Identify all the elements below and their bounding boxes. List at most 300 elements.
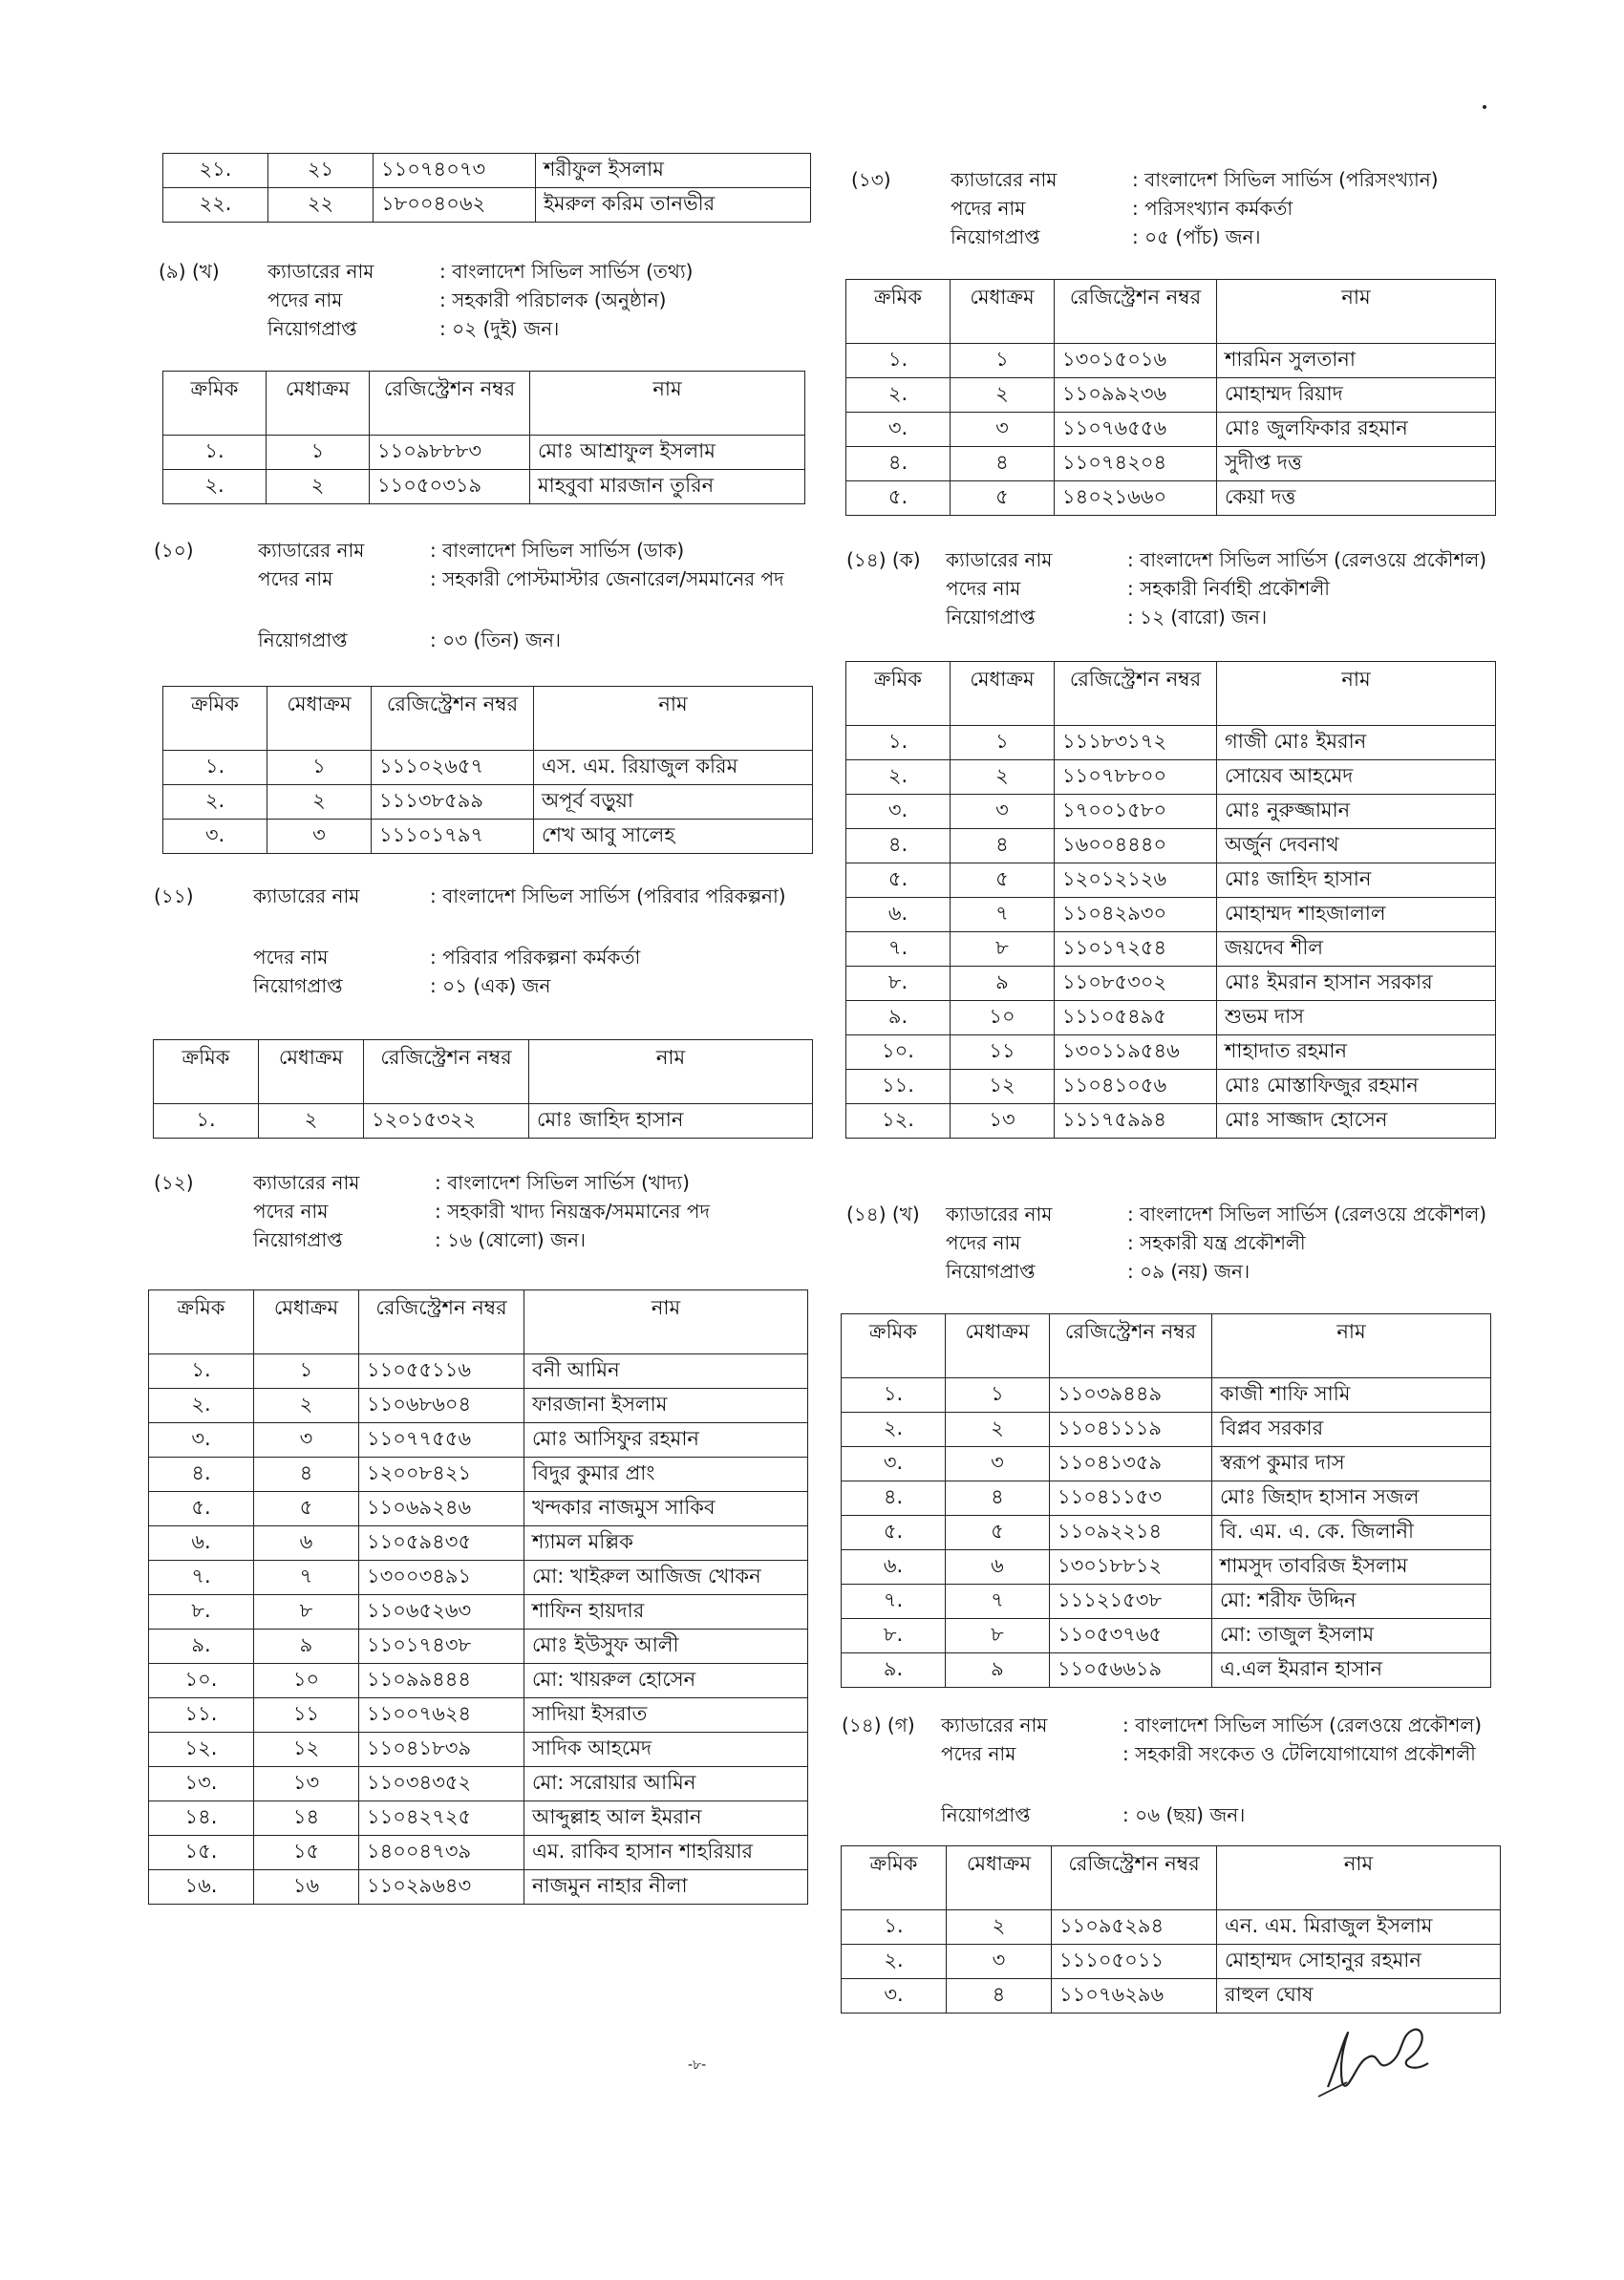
cell-reg: ১১০৪১১১৯ <box>1050 1413 1212 1447</box>
cell-name: ফারজানা ইসলাম <box>524 1389 808 1423</box>
cell-serial: ১. <box>149 1354 254 1389</box>
cell-merit: ১ <box>267 436 370 470</box>
cell-name: অর্জুন দেবনাথ <box>1217 829 1496 863</box>
cell-merit: ৪ <box>951 447 1055 481</box>
cell-name: শাহাদাত রহমান <box>1217 1035 1496 1070</box>
section-header-s14ka <box>846 544 1500 669</box>
table-row <box>842 1550 1491 1585</box>
cell-name: মোঃ আশ্রাফুল ইসলাম <box>530 436 805 470</box>
cell-reg: ১১১৮৩১৭২ <box>1055 726 1217 760</box>
col-serial-header: ক্রমিক <box>846 280 951 344</box>
cell-merit: ৭ <box>951 898 1055 932</box>
cell-name: সাদিক আহমেদ <box>524 1733 808 1767</box>
col-serial-header: ক্রমিক <box>842 1314 946 1378</box>
cell-reg: ১১০৫৩৭৬৫ <box>1050 1619 1212 1653</box>
post-label: পদের নাম <box>946 1231 1021 1254</box>
cell-name: শরীফুল ইসলাম <box>536 154 811 188</box>
cell-merit: ৬ <box>254 1526 359 1561</box>
cell-serial: ৬. <box>842 1550 946 1585</box>
section-header-s13 <box>851 164 1505 288</box>
cell-reg: ১১০৯৫২৯৪ <box>1052 1910 1217 1945</box>
cell-name: কেয়া দত্ত <box>1217 481 1496 516</box>
cell-name: শাফিন হায়দার <box>524 1595 808 1630</box>
cell-merit: ২ <box>267 785 372 820</box>
cell-reg: ১১০৪১৩৫৯ <box>1050 1447 1212 1481</box>
cell-merit: ২ <box>267 470 370 504</box>
cell-name: মোঃ ইমরান হাসান সরকার <box>1217 967 1496 1001</box>
table-row <box>149 1354 808 1389</box>
section-number: (১০) <box>154 539 194 562</box>
table-row <box>846 413 1496 447</box>
table-row <box>846 967 1496 1001</box>
post-value: : সহকারী খাদ্য নিয়ন্ত্রক/সমমানের পদ <box>435 1200 710 1223</box>
cadre-value: : বাংলাদেশ সিভিল সার্ভিস (ডাক) <box>430 539 685 562</box>
col-serial-header: ক্রমিক <box>842 1846 947 1910</box>
section-header-s9kha <box>159 256 804 380</box>
post-value: : সহকারী যন্ত্র প্রকৌশলী <box>1127 1231 1306 1254</box>
cell-merit: ১৬ <box>254 1870 359 1905</box>
post-value: : পরিসংখ্যান কর্মকর্তা <box>1132 197 1293 220</box>
cadre-value: : বাংলাদেশ সিভিল সার্ভিস (রেলওয়ে প্রকৌশল) <box>1127 1203 1487 1225</box>
cell-serial: ২. <box>163 785 267 820</box>
cell-serial: ৫. <box>149 1492 254 1526</box>
roster-table-s14ga <box>841 1845 1501 2014</box>
section-header-s10 <box>154 535 807 659</box>
cadre-value: : বাংলাদেশ সিভিল সার্ভিস (পরিবার পরিকল্পনা) <box>430 884 786 907</box>
cell-serial: ১৩. <box>149 1767 254 1801</box>
cell-serial: ১. <box>846 344 951 378</box>
cell-merit: ১ <box>267 751 372 785</box>
cell-name: অপূর্ব বড়ুয়া <box>534 785 813 820</box>
table-row <box>163 154 811 188</box>
cell-name: মোহাম্মদ রিয়াদ <box>1217 378 1496 413</box>
cell-serial: ১. <box>163 436 267 470</box>
table-row <box>149 1458 808 1492</box>
continuation-table <box>162 153 811 223</box>
col-name-header: নাম <box>1217 280 1496 344</box>
table-row <box>163 470 805 504</box>
cell-merit: ৩ <box>947 1945 1052 1979</box>
cell-serial: ১২. <box>149 1733 254 1767</box>
table-row <box>149 1561 808 1595</box>
cell-serial: ১৫. <box>149 1836 254 1870</box>
col-serial-header: ক্রমিক <box>154 1040 259 1104</box>
post-label: পদের নাম <box>951 197 1026 220</box>
cadre-label: ক্যাডারের নাম <box>951 168 1058 191</box>
cell-merit: ৫ <box>254 1492 359 1526</box>
cell-serial: ৮. <box>846 967 951 1001</box>
cell-merit: ১৩ <box>951 1104 1055 1139</box>
table-row <box>846 1070 1496 1104</box>
signature-mark <box>1309 2006 1442 2101</box>
col-name-header: নাম <box>1212 1314 1491 1378</box>
post-label: পদের নাম <box>253 946 329 969</box>
cell-serial: ১০. <box>846 1035 951 1070</box>
table-row <box>842 1413 1491 1447</box>
table-row <box>842 1447 1491 1481</box>
table-row <box>842 1481 1491 1516</box>
cell-serial: ৯. <box>842 1653 946 1688</box>
cadre-value: : বাংলাদেশ সিভিল সার্ভিস (পরিসংখ্যান) <box>1132 168 1439 191</box>
cell-serial: ২. <box>846 378 951 413</box>
cadre-label: ক্যাডারের নাম <box>267 260 374 283</box>
post-value: : সহকারী পোস্টমাস্টার জেনারেল/সমমানের পদ <box>430 567 784 590</box>
section-number: (১৪) (খ) <box>846 1203 920 1225</box>
cell-merit: ৩ <box>946 1447 1050 1481</box>
cell-reg: ১৬০০৪৪৪০ <box>1055 829 1217 863</box>
cell-merit: ৫ <box>951 481 1055 516</box>
cell-merit: ১ <box>951 344 1055 378</box>
table-row <box>846 344 1496 378</box>
cell-name: স্বরূপ কুমার দাস <box>1212 1447 1491 1481</box>
col-merit-header: মেধাক্রম <box>254 1290 359 1354</box>
appointed-value: : ০৫ (পাঁচ) জন। <box>1132 225 1261 248</box>
table-header-row <box>842 1314 1491 1378</box>
cell-name: এ.এল ইমরান হাসান <box>1212 1653 1491 1688</box>
cell-reg: ১৪০০৪৭৩৯ <box>359 1836 524 1870</box>
cell-reg: ১১০৫৬৬১৯ <box>1050 1653 1212 1688</box>
table-row <box>842 1910 1501 1945</box>
cell-name: মোঃ ইউসুফ আলী <box>524 1630 808 1664</box>
table-row <box>846 726 1496 760</box>
table-row <box>149 1595 808 1630</box>
cell-name: নাজমুন নাহার নীলা <box>524 1870 808 1905</box>
cell-name: মোঃ জাহিদ হাসান <box>1217 863 1496 898</box>
cell-reg: ১১১৩৮৫৯৯ <box>372 785 534 820</box>
cell-reg: ১১০৬৫২৬৩ <box>359 1595 524 1630</box>
table-row <box>846 481 1496 516</box>
cell-reg: ১১০৭৬৫৫৬ <box>1055 413 1217 447</box>
cell-serial: ৩. <box>163 820 267 854</box>
cell-merit: ১০ <box>254 1664 359 1698</box>
col-serial-header: ক্রমিক <box>163 372 267 436</box>
cell-name: আব্দুল্লাহ আল ইমরান <box>524 1801 808 1836</box>
cell-serial: ৮. <box>842 1619 946 1653</box>
appointed-label: নিয়োগপ্রাপ্ত <box>267 317 357 340</box>
table-row <box>846 1104 1496 1139</box>
cell-merit: ৭ <box>946 1585 1050 1619</box>
cell-name: বিদুর কুমার প্রাং <box>524 1458 808 1492</box>
cell-reg: ১৪০২১৬৬০ <box>1055 481 1217 516</box>
cell-merit: ৪ <box>947 1979 1052 2014</box>
cell-reg: ১২০১৫৩২২ <box>364 1104 529 1139</box>
cell-name: খন্দকার নাজমুস সাকিব <box>524 1492 808 1526</box>
cell-serial: ১৪. <box>149 1801 254 1836</box>
cell-reg: ১১০১৭৪৩৮ <box>359 1630 524 1664</box>
section-header-s11 <box>154 881 817 1005</box>
cell-serial: ৪. <box>846 829 951 863</box>
cell-reg: ১১০৯৯২৩৬ <box>1055 378 1217 413</box>
table-header-row <box>163 372 805 436</box>
table-row <box>846 760 1496 795</box>
col-merit-header: মেধাক্রম <box>947 1846 1052 1910</box>
cell-merit: ৩ <box>267 820 372 854</box>
cell-merit: ১১ <box>951 1035 1055 1070</box>
cell-name: মোঃ সাজ্জাদ হোসেন <box>1217 1104 1496 1139</box>
cell-serial: ৭. <box>149 1561 254 1595</box>
cell-merit: ১১ <box>254 1698 359 1733</box>
appointed-value: : ১৬ (ষোলো) জন। <box>435 1228 587 1251</box>
cell-name: মোঃ জিহাদ হাসান সজল <box>1212 1481 1491 1516</box>
col-serial-header: ক্রমিক <box>846 662 951 726</box>
cell-name: শ্যামল মল্লিক <box>524 1526 808 1561</box>
cell-merit: ৯ <box>946 1653 1050 1688</box>
cell-reg: ১১০১৭২৫৪ <box>1055 932 1217 967</box>
cell-serial: ৯. <box>846 1001 951 1035</box>
roster-table-s14ka <box>845 661 1496 1139</box>
col-reg-header: রেজিস্ট্রেশন নম্বর <box>372 687 534 751</box>
cell-reg: ১৮০০৪০৬২ <box>374 188 536 223</box>
col-name-header: নাম <box>534 687 813 751</box>
appointed-value: : ০৬ (ছয়) জন। <box>1122 1803 1246 1826</box>
cell-serial: ৫. <box>846 481 951 516</box>
cell-merit: ২ <box>946 1413 1050 1447</box>
cell-reg: ১১০৭৮৮০০ <box>1055 760 1217 795</box>
cell-name: সুদীপ্ত দত্ত <box>1217 447 1496 481</box>
cell-serial: ২. <box>149 1389 254 1423</box>
cell-name: শারমিন সুলতানা <box>1217 344 1496 378</box>
cell-name: মো: খায়রুল হোসেন <box>524 1664 808 1698</box>
table-row <box>842 1945 1501 1979</box>
cadre-value: : বাংলাদেশ সিভিল সার্ভিস (খাদ্য) <box>435 1171 690 1194</box>
col-merit-header: মেধাক্রম <box>267 687 372 751</box>
cell-name: বনী আমিন <box>524 1354 808 1389</box>
cell-name: বিপ্লব সরকার <box>1212 1413 1491 1447</box>
cell-name: মোঃ নুরুজ্জামান <box>1217 795 1496 829</box>
cell-name: সাদিয়া ইসরাত <box>524 1698 808 1733</box>
appointed-label: নিয়োগপ্রাপ্ত <box>253 1228 343 1251</box>
cell-reg: ১৩০০৩৪৯১ <box>359 1561 524 1595</box>
cell-merit: ৫ <box>946 1516 1050 1550</box>
cell-merit: ২ <box>951 760 1055 795</box>
cell-name: এস. এম. রিয়াজুল করিম <box>534 751 813 785</box>
table-row <box>149 1492 808 1526</box>
cell-reg: ১১০৩৪৩৫২ <box>359 1767 524 1801</box>
cell-name: মোহাম্মদ শাহজালাল <box>1217 898 1496 932</box>
cadre-value: : বাংলাদেশ সিভিল সার্ভিস (রেলওয়ে প্রকৌশল) <box>1127 548 1487 571</box>
roster-table-s13 <box>845 279 1496 516</box>
cell-name: এম. রাকিব হাসান শাহরিয়ার <box>524 1836 808 1870</box>
cell-name: শুভম দাস <box>1217 1001 1496 1035</box>
cell-serial: ৩. <box>842 1979 947 2014</box>
cell-reg: ১১০৭৭৫৫৬ <box>359 1423 524 1458</box>
cell-serial: ৪. <box>846 447 951 481</box>
cell-merit: ২ <box>254 1389 359 1423</box>
cell-reg: ১১০৪১০৫৬ <box>1055 1070 1217 1104</box>
table-row <box>846 1035 1496 1070</box>
cell-name: মো: সরোয়ার আমিন <box>524 1767 808 1801</box>
cell-merit: ৮ <box>951 932 1055 967</box>
cell-serial: ১২. <box>846 1104 951 1139</box>
table-row <box>149 1664 808 1698</box>
cell-serial: ৪. <box>149 1458 254 1492</box>
col-serial-header: ক্রমিক <box>149 1290 254 1354</box>
cell-merit: ৭ <box>254 1561 359 1595</box>
cell-reg: ১১১০১৭৯৭ <box>372 820 534 854</box>
table-row <box>846 795 1496 829</box>
cell-reg: ১১১২১৫৩৮ <box>1050 1585 1212 1619</box>
cell-name: মোঃ জুলফিকার রহমান <box>1217 413 1496 447</box>
roster-table-s9kha <box>162 371 805 504</box>
col-serial-header: ক্রমিক <box>163 687 267 751</box>
cell-reg: ১১০৩৯৪৪৯ <box>1050 1378 1212 1413</box>
appointed-value: : ০৯ (নয়) জন। <box>1127 1260 1250 1283</box>
table-row <box>842 1585 1491 1619</box>
section-number: (১১) <box>154 884 194 907</box>
table-row <box>163 785 813 820</box>
cell-name: মোহাম্মদ সোহানুর রহমান <box>1217 1945 1501 1979</box>
cell-merit: ১ <box>951 726 1055 760</box>
cell-merit: ১০ <box>951 1001 1055 1035</box>
appointed-value: : ০২ (দুই) জন। <box>439 317 560 340</box>
cell-reg: ১১০৬৯২৪৬ <box>359 1492 524 1526</box>
table-row <box>846 829 1496 863</box>
page-number: -৮- <box>688 2057 707 2073</box>
cell-merit: ১৫ <box>254 1836 359 1870</box>
cell-name: এন. এম. মিরাজুল ইসলাম <box>1217 1910 1501 1945</box>
cell-reg: ১১০৮৫৩০২ <box>1055 967 1217 1001</box>
cell-serial: ১১. <box>846 1070 951 1104</box>
cell-reg: ১১০৪১১৫৩ <box>1050 1481 1212 1516</box>
cell-serial: ২২. <box>163 188 268 223</box>
cell-serial: ৯. <box>149 1630 254 1664</box>
table-header-row <box>846 280 1496 344</box>
table-row <box>842 1378 1491 1413</box>
appointed-value: : ১২ (বারো) জন। <box>1127 606 1268 629</box>
cell-serial: ২. <box>163 470 267 504</box>
post-label: পদের নাম <box>253 1200 329 1223</box>
cell-serial: ১. <box>842 1378 946 1413</box>
cell-serial: ৬. <box>149 1526 254 1561</box>
cell-serial: ৮. <box>149 1595 254 1630</box>
cell-merit: ১৪ <box>254 1801 359 1836</box>
cell-reg: ১১০৫৫১১৬ <box>359 1354 524 1389</box>
cell-serial: ৪. <box>842 1481 946 1516</box>
cell-serial: ৭. <box>842 1585 946 1619</box>
cell-serial: ১. <box>163 751 267 785</box>
roster-table-s14kha <box>841 1313 1491 1688</box>
table-row <box>149 1870 808 1905</box>
cell-reg: ১১০৪২৭২৫ <box>359 1801 524 1836</box>
cell-reg: ১১০৯২২১৪ <box>1050 1516 1212 1550</box>
section-header-s14kha <box>846 1199 1500 1323</box>
table-row <box>163 820 813 854</box>
cell-merit: ২ <box>947 1910 1052 1945</box>
col-merit-header: মেধাক্রম <box>259 1040 364 1104</box>
cell-reg: ১১০৫৯৪৩৫ <box>359 1526 524 1561</box>
cell-merit: ৩ <box>951 413 1055 447</box>
cell-serial: ৭. <box>846 932 951 967</box>
post-label: পদের নাম <box>258 567 333 590</box>
cell-merit: ১২ <box>951 1070 1055 1104</box>
cell-name: মো: তাজুল ইসলাম <box>1212 1619 1491 1653</box>
appointed-label: নিয়োগপ্রাপ্ত <box>941 1803 1031 1826</box>
table-row <box>149 1767 808 1801</box>
post-value: : সহকারী পরিচালক (অনুষ্ঠান) <box>439 288 667 311</box>
table-row <box>842 1619 1491 1653</box>
cadre-label: ক্যাডারের নাম <box>258 539 365 562</box>
appointed-label: নিয়োগপ্রাপ্ত <box>258 629 348 651</box>
cell-reg: ১২০০৮৪২১ <box>359 1458 524 1492</box>
appointed-label: নিয়োগপ্রাপ্ত <box>946 606 1036 629</box>
cell-merit: ১২ <box>254 1733 359 1767</box>
cell-serial: ৩. <box>842 1447 946 1481</box>
cell-name: মো: খাইরুল আজিজ খোকন <box>524 1561 808 1595</box>
cell-reg: ১১১০৫৪৯৫ <box>1055 1001 1217 1035</box>
appointed-value: : ০১ (এক) জন <box>430 974 551 997</box>
col-name-header: নাম <box>1217 662 1496 726</box>
section-number: (১৪) (গ) <box>842 1714 915 1737</box>
cell-name: রাহুল ঘোষ <box>1217 1979 1501 2014</box>
section-header-s14ga <box>842 1710 1505 1834</box>
cell-reg: ১১০৯৯৪৪৪ <box>359 1664 524 1698</box>
table-row <box>846 447 1496 481</box>
cell-reg: ১১১০২৬৫৭ <box>372 751 534 785</box>
post-value: : পরিবার পরিকল্পনা কর্মকর্তা <box>430 946 641 969</box>
cadre-label: ক্যাডারের নাম <box>946 1203 1053 1225</box>
cell-merit: ৮ <box>946 1619 1050 1653</box>
section-header-s12 <box>154 1167 817 1291</box>
appointed-value: : ০৩ (তিন) জন। <box>430 629 562 651</box>
table-row <box>149 1389 808 1423</box>
cadre-label: ক্যাডারের নাম <box>253 884 360 907</box>
appointed-label: নিয়োগপ্রাপ্ত <box>253 974 343 997</box>
cell-serial: ২. <box>842 1945 947 1979</box>
cell-merit: ৪ <box>946 1481 1050 1516</box>
cell-name: মোঃ জাহিদ হাসান <box>529 1104 813 1139</box>
cell-reg: ১৩০১১৯৫৪৬ <box>1055 1035 1217 1070</box>
col-merit-header: মেধাক্রম <box>951 280 1055 344</box>
col-reg-header: রেজিস্ট্রেশন নম্বর <box>359 1290 524 1354</box>
cell-merit: ১ <box>254 1354 359 1389</box>
cell-serial: ৫. <box>846 863 951 898</box>
cell-merit: ৯ <box>254 1630 359 1664</box>
post-value: : সহকারী সংকেত ও টেলিযোগাযোগ প্রকৌশলী <box>1122 1742 1476 1765</box>
cell-serial: ২. <box>846 760 951 795</box>
section-number: (১৩) <box>851 168 891 191</box>
cell-name: জয়দেব শীল <box>1217 932 1496 967</box>
col-merit-header: মেধাক্রম <box>951 662 1055 726</box>
section-number: (১৪) (ক) <box>846 548 921 571</box>
cell-serial: ২. <box>842 1413 946 1447</box>
roster-table-s12 <box>148 1289 808 1905</box>
col-reg-header: রেজিস্ট্রেশন নম্বর <box>1052 1846 1217 1910</box>
cell-serial: ১. <box>842 1910 947 1945</box>
cell-serial: ১১. <box>149 1698 254 1733</box>
cell-serial: ১৬. <box>149 1870 254 1905</box>
cell-reg: ১১১৭৫৯৯৪ <box>1055 1104 1217 1139</box>
cell-reg: ১১০৭৬২৯৬ <box>1052 1979 1217 2014</box>
col-name-header: নাম <box>1217 1846 1501 1910</box>
cell-reg: ১১০২৯৬৪৩ <box>359 1870 524 1905</box>
table-header-row <box>846 662 1496 726</box>
cell-merit: ৫ <box>951 863 1055 898</box>
cell-reg: ১২০১২১২৬ <box>1055 863 1217 898</box>
cell-merit: ২ <box>259 1104 364 1139</box>
section-number: (১২) <box>154 1171 194 1194</box>
table-row <box>149 1526 808 1561</box>
table-row <box>149 1801 808 1836</box>
section-number: (৯) (খ) <box>159 260 220 283</box>
cell-merit: ২ <box>951 378 1055 413</box>
cell-reg: ১৩০১৫০১৬ <box>1055 344 1217 378</box>
table-header-row <box>154 1040 813 1104</box>
cell-reg: ১১০৪১৮৩৯ <box>359 1733 524 1767</box>
table-row <box>149 1423 808 1458</box>
table-row <box>846 863 1496 898</box>
table-row <box>163 188 811 223</box>
col-reg-header: রেজিস্ট্রেশন নম্বর <box>1055 280 1217 344</box>
